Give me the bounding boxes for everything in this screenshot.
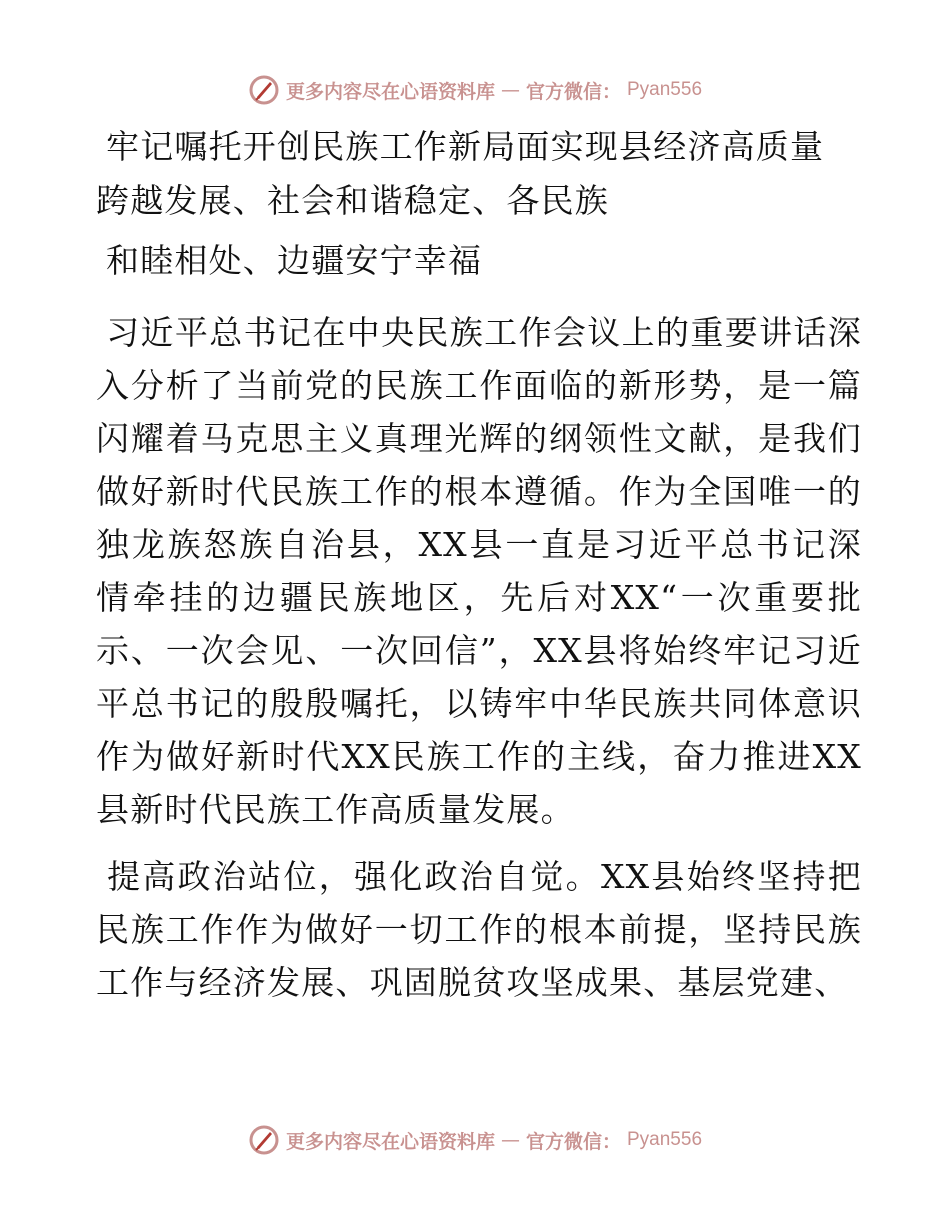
subtitle-text: 和睦相处、边疆安宁幸福	[106, 241, 483, 280]
quill-logo-icon	[248, 1124, 280, 1156]
title-line-2: 跨越发展、社会和谐稳定、各民族	[96, 181, 609, 220]
watermark-account: Pyan556	[627, 1129, 703, 1150]
header-watermark	[0, 70, 950, 110]
watermark-text: 更多内容尽在心语资料库	[285, 1130, 495, 1153]
watermark-label: 官方微信：	[525, 1130, 621, 1153]
document-body	[96, 120, 862, 1009]
paragraph-1-text: 习近平总书记在中央民族工作会议上的重要讲话深入分析了当前党的民族工作面临的新形势，是一篇闪耀着马克思主义真理光辉的纲领性文献，是我们做好新时代民族工作的根本遵循。作为全国唯一的独龙族怒族自治县，XX县一直是习近平总书记深情牵挂的边疆民族地区，先后对XX“一次重要批示、一次会见、一次回信”，XX县将始终牢记习近平总书记的殷殷嘱托，以铸牢中华民族共同体意识作为做好新时代XX民族工作的主线，奋力推进XX县新时代民族工作高质量发展。	[96, 313, 862, 829]
watermark-separator: —	[500, 1129, 520, 1151]
footer-watermark	[0, 1120, 950, 1160]
title-line-1	[96, 120, 862, 174]
paragraph-1	[96, 306, 862, 836]
paragraph-2	[96, 850, 862, 1009]
paragraph-2-text: 提高政治站位，强化政治自觉。XX县始终坚持把民族工作作为做好一切工作的根本前提，坚持民族工作与经济发展、巩固脱贫攻坚成果、基层党建、	[96, 857, 862, 1002]
document-title	[96, 120, 862, 228]
document-subtitle	[96, 234, 862, 288]
watermark-label: 官方微信：	[525, 80, 621, 103]
quill-logo-icon	[248, 74, 280, 106]
watermark-separator: —	[500, 79, 520, 101]
title-line-1-text: 牢记嘱托开创民族工作新局面实现县经济高质量	[106, 127, 825, 166]
watermark-text: 更多内容尽在心语资料库	[285, 80, 495, 103]
watermark-account: Pyan556	[627, 79, 703, 100]
